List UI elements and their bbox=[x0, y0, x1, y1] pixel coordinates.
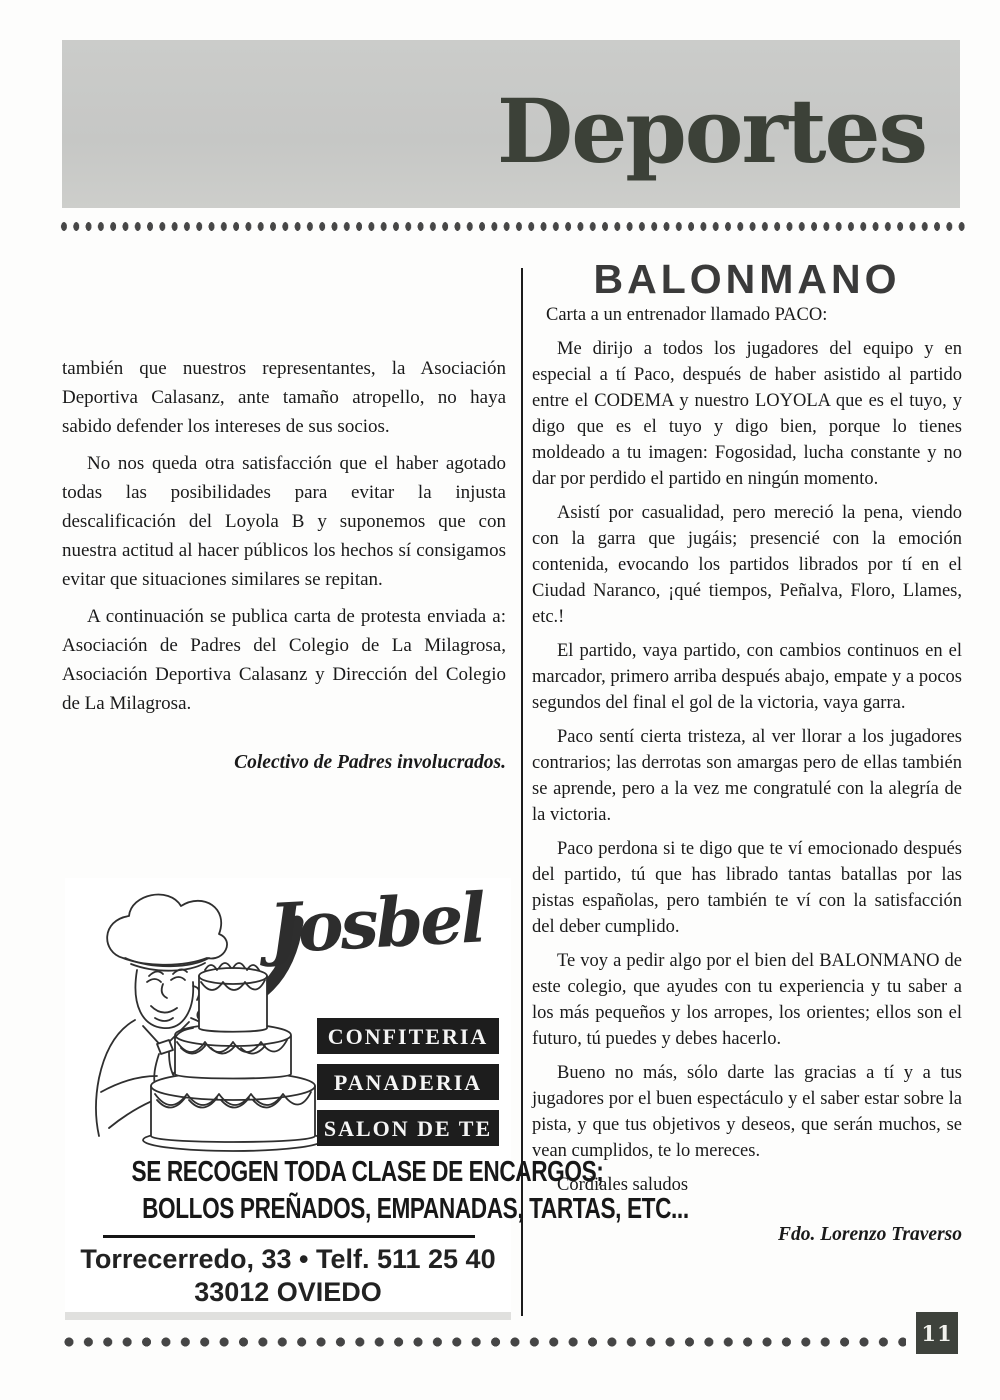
ad-label-salon-de-te: SALON DE TE bbox=[317, 1110, 499, 1146]
article-intro: Carta a un entrenador llamado PACO: bbox=[546, 305, 828, 325]
ad-city: 33012 OVIEDO bbox=[194, 1277, 382, 1307]
right-column bbox=[532, 256, 962, 1256]
right-paragraph-1: Me dirijo a todos los jugadores del equipo y en especial a tí Paco, después de haber asistido al partido entre el CODEMA y nuestro LOYOLA que es el tuyo, y digo que es el tuyo y digo bien, porque lo tienes moldeado a tu imagen: Fogosidad, lucha constante y no dar por perdido el partido en ningún momento. bbox=[532, 339, 962, 489]
ad-divider-rule bbox=[103, 1235, 475, 1238]
ad-label-confiteria: CONFITERIA bbox=[317, 1018, 499, 1054]
ad-address: Torrecerredo, 33 • Telf. 511 25 40 bbox=[80, 1244, 496, 1274]
left-paragraph-1: también que nuestros representantes, la Asociación Deportiva Calasanz, ante tamaño atropello, no haya sabido defender los intereses de sus socios. bbox=[62, 358, 506, 437]
left-paragraph-2: No nos queda otra satisfacción que el haber agotado todas las posibilidades para evitar la injusta descalificación del Loyola B y suponemos que con nuestra actitud al hacer públicos los hechos sí consigamos evitar que situaciones similares se repitan. bbox=[62, 453, 506, 590]
ad-label-panaderia: PANADERIA bbox=[317, 1064, 499, 1100]
left-signature: Colectivo de Padres involucrados. bbox=[234, 752, 506, 773]
page-number: 11 bbox=[921, 1320, 953, 1346]
ad-slogan-line-2: BOLLOS PREÑADOS, EMPANADAS, TARTAS, ETC... bbox=[142, 1193, 689, 1225]
right-paragraph-2: Asistí por casualidad, pero mereció la pena, viendo con la garra que jugáis; presencié con la emoción contenida, evocando los partidos librados por tí en el Ciudad Naranco, ¡qué tiempos, Peñalva, Floro, Llames, etc.! bbox=[532, 503, 962, 627]
bottom-dotted-divider bbox=[60, 1337, 906, 1347]
left-column bbox=[62, 268, 506, 785]
right-paragraph-3: El partido, vaya partido, con cambios continuos en el marcador, primero arriba después abajo, empate y a pocos segundos del final el gol de la victoria, vaya garra. bbox=[532, 641, 962, 713]
josbel-logo: Josbel bbox=[266, 878, 486, 970]
right-paragraph-6: Te voy a pedir algo por el bien del BALONMANO de este colegio, que ayudes con tu experiencia y tu saber a los más pequeños y los arropes, los orientes; ellos son el futuro, tú puedes y debes hacerlo. bbox=[532, 951, 962, 1049]
section-banner bbox=[62, 40, 960, 208]
left-paragraph-3: A continuación se publica carta de protesta enviada a: Asociación de Padres del Colegio de La Milagrosa, Asociación Deportiva Calasanz y Dirección del Colegio de La Milagrosa. bbox=[62, 606, 506, 714]
page-number-badge bbox=[916, 1312, 958, 1354]
section-title: Deportes bbox=[496, 79, 926, 183]
article-heading: BALONMANO bbox=[593, 256, 901, 302]
ad-slogan-line-1: SE RECOGEN TODA CLASE DE ENCARGOS; bbox=[131, 1156, 604, 1188]
article-closing: Cordiales saludos bbox=[557, 1175, 689, 1195]
right-signature: Fdo. Lorenzo Traverso bbox=[778, 1224, 962, 1245]
right-paragraph-5: Paco perdona si te digo que te ví emocionado después del partido, tú que has librado tantas batallas por las pistas españolas, pero también te ví con la satisfacción del deber cumplido. bbox=[532, 839, 962, 937]
top-dotted-divider bbox=[58, 222, 966, 231]
right-paragraph-7: Bueno no más, sólo darte las gracias a tí y a tus jugadores por el buen espectáculo y el saber estar sobre la pista, y que tus objetivos y deseos, que serán muchos, se vean cumplidos, te lo mereces. bbox=[532, 1063, 962, 1161]
right-paragraph-4: Paco sentí cierta tristeza, al ver llorar a los jugadores contrarios; las derrotas son amargas pero de ellas también se aprende, pero a la vez me congratulé con la alegría de la victoria. bbox=[532, 727, 962, 825]
